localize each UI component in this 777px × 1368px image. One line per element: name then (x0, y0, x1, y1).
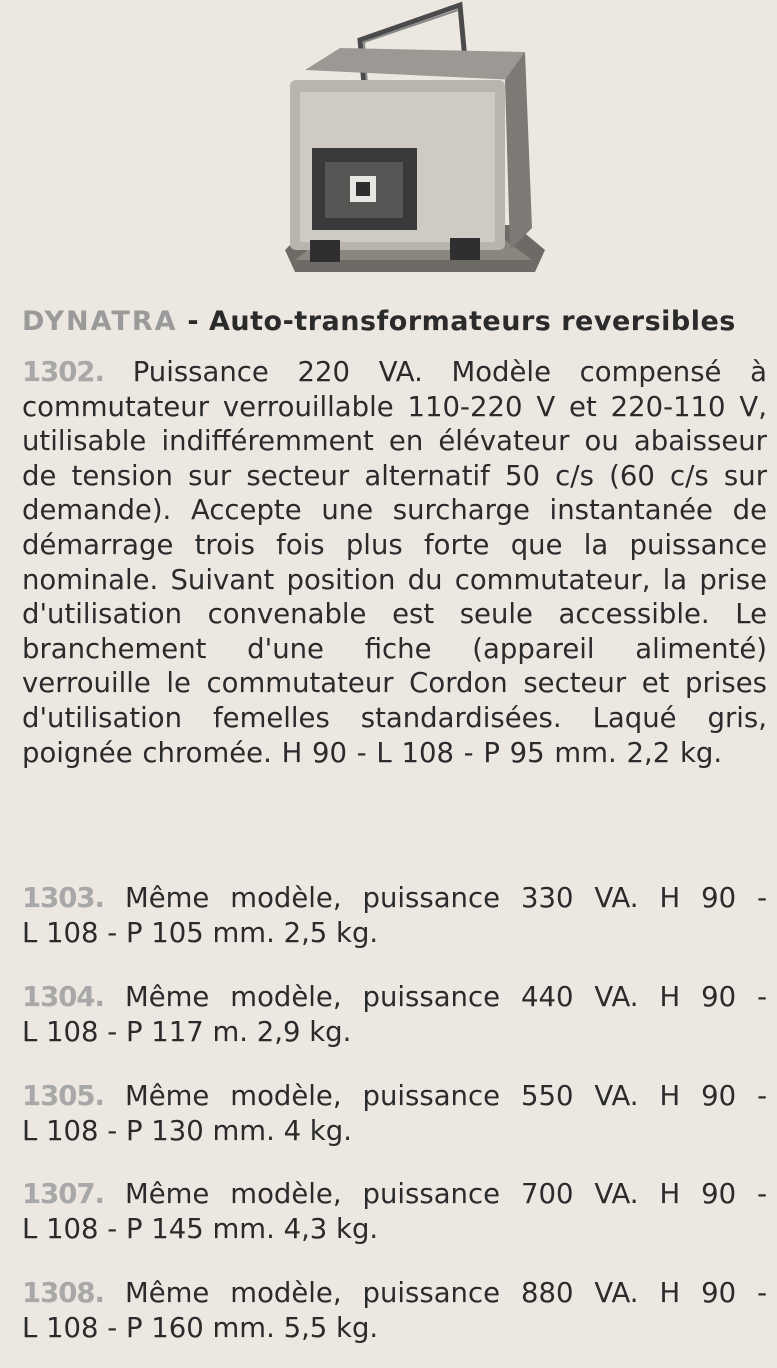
variant-line-2: L 108 - P 160 mm. 5,5 kg. (22, 1311, 379, 1344)
item-number: 1304. (22, 981, 104, 1013)
main-item-description (22, 355, 767, 770)
variant-item (22, 881, 767, 950)
item-text: Puissance 220 VA. Modèle compensé à commutateur verrouillable 110-220 V et 220-110 V, utilisable indifféremment en élévateur ou abaisseur de tension sur secteur alternatif 50 c/s (60 c/s sur demande). Accepte une surcharge instantanée de démarrage trois fois plus forte que la puissance nominale. Suivant position du commutateur, la prise d'utilisation convenable est seule accessible. Le branchement d'une fiche (appareil alimenté) verrouille le commutateur Cordon secteur et prises d'utilisation femelles standardisées. Laqué gris, poignée chromée. H 90 - L 108 - P 95 mm. 2,2 kg. (22, 356, 767, 769)
variant-item (22, 1079, 767, 1148)
variant-line-2: L 108 - P 145 mm. 4,3 kg. (22, 1212, 379, 1245)
item-number: 1308. (22, 1277, 104, 1309)
item-number: 1302. (22, 356, 104, 388)
brand-name: DYNATRA (22, 306, 178, 337)
variant-item (22, 980, 767, 1049)
variant-line-1: 1307. Même modèle, puissance 700 VA. H 90 - (22, 1178, 767, 1210)
variant-line-1: 1308. Même modèle, puissance 880 VA. H 90 - (22, 1277, 767, 1309)
heading-separator: - (187, 306, 200, 337)
transformer-photo (270, 0, 560, 300)
variant-line-2: L 108 - P 105 mm. 2,5 kg. (22, 916, 379, 949)
item-number: 1307. (22, 1178, 104, 1210)
section-heading (22, 306, 772, 337)
variant-line-1: 1304. Même modèle, puissance 440 VA. H 90 - (22, 981, 767, 1013)
heading-title: Auto-transformateurs reversibles (209, 306, 736, 337)
variant-line-1: 1303. Même modèle, puissance 330 VA. H 90 - (22, 882, 767, 914)
variant-item (22, 1276, 767, 1345)
variant-line-2: L 108 - P 130 mm. 4 kg. (22, 1114, 352, 1147)
variant-line-2: L 108 - P 117 m. 2,9 kg. (22, 1015, 352, 1048)
item-number: 1305. (22, 1080, 104, 1112)
variant-item (22, 1177, 767, 1246)
item-number: 1303. (22, 882, 104, 914)
variant-line-1: 1305. Même modèle, puissance 550 VA. H 90 - (22, 1080, 767, 1112)
